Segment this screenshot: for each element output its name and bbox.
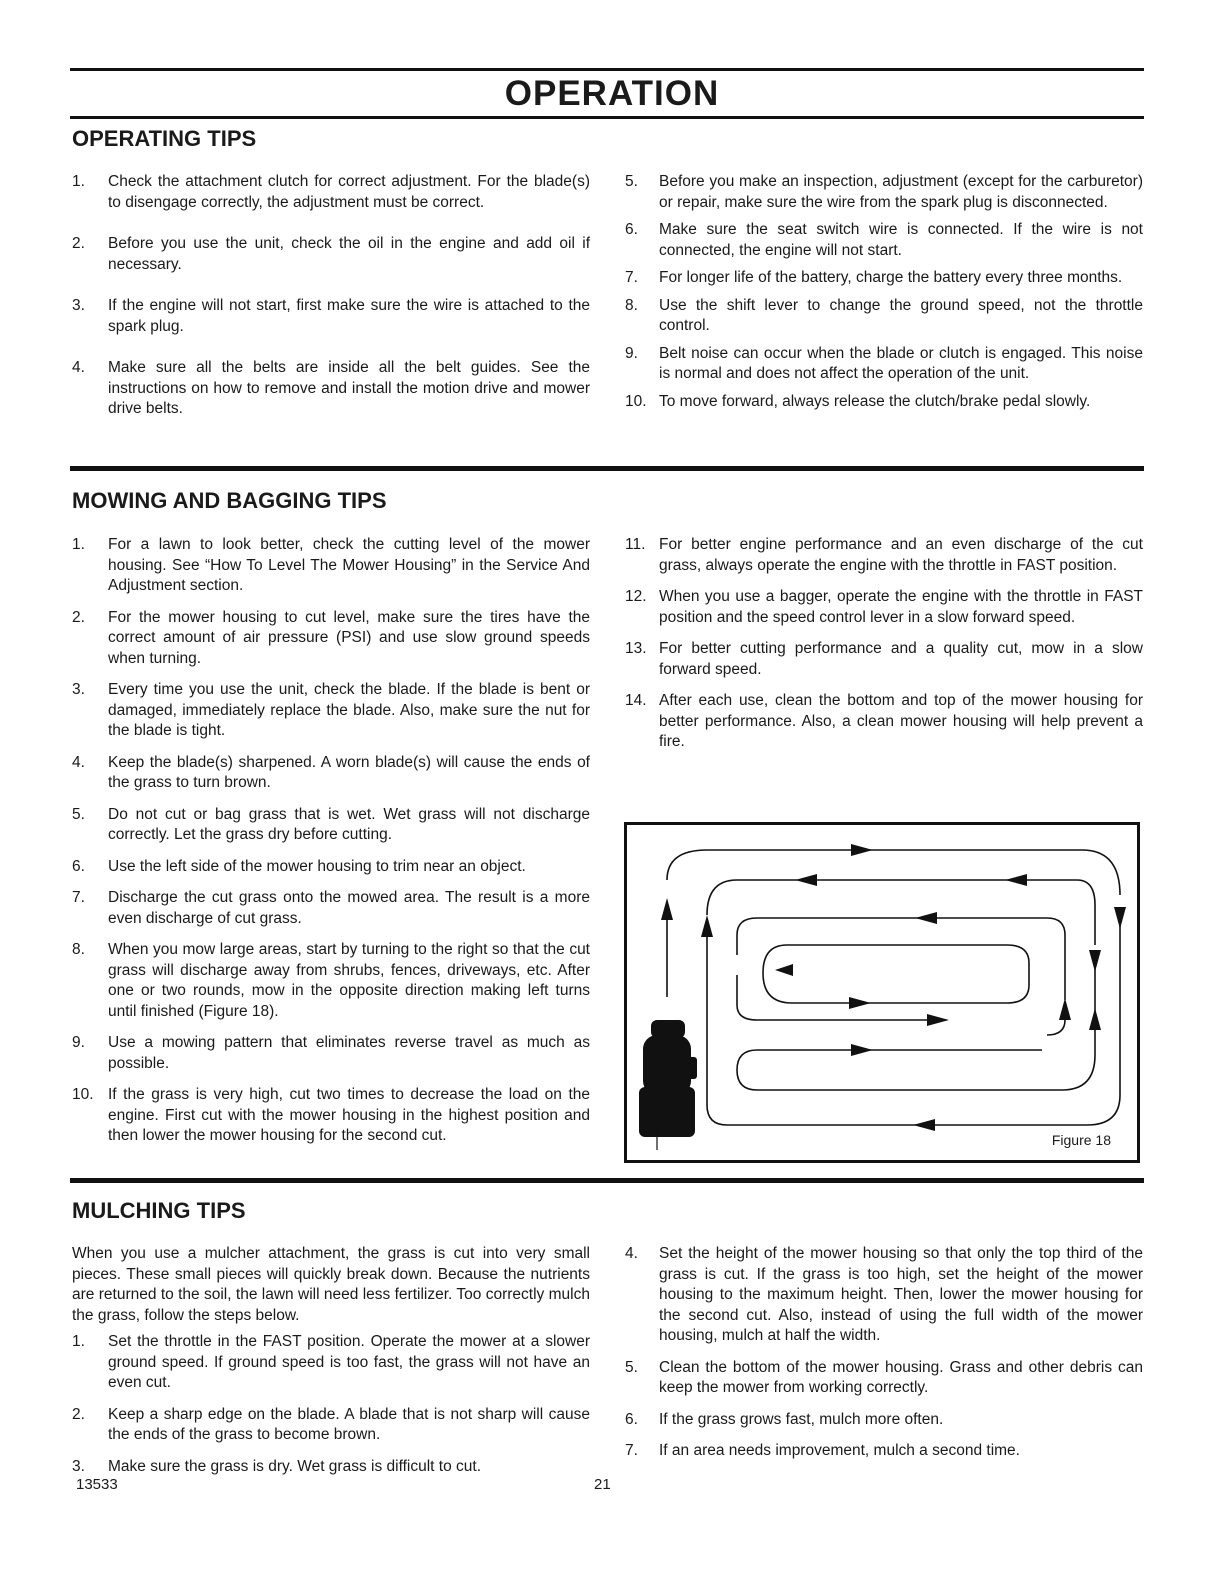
list-item: 3. Every time you use the unit, check the blade. If the blade is bent or damaged, immediately replace the blade. Also, make sure the nut for the blade is tight. [72, 681, 590, 739]
figure-18-mowing-pattern [624, 822, 1140, 1163]
arrow-up-4 [1089, 1008, 1101, 1030]
riding-mower-icon [639, 1020, 697, 1137]
list-item: 13. For better cutting performance and a quality cut, mow in a slow forward speed. [625, 640, 1143, 678]
list-item: 3. If the engine will not start, first make sure the wire is attached to the spark plug. [72, 297, 590, 335]
list-item: 6. Make sure the seat switch wire is connected. If the wire is not connected, the engine will not start. [625, 221, 1143, 259]
list-item: 8. Use the shift lever to change the ground speed, not the throttle control. [625, 296, 1143, 334]
arrow-up-3 [1059, 998, 1071, 1020]
mowing-pattern-diagram [627, 825, 1137, 1160]
list-item: 9. Use a mowing pattern that eliminates reverse travel as much as possible. [72, 1034, 590, 1072]
mowing-tips-left [72, 535, 590, 1147]
list-item: 5. Clean the bottom of the mower housing. Grass and other debris can keep the mower from working correctly. [625, 1358, 1143, 1396]
arrow-down-2 [1089, 950, 1101, 972]
arrow-left-3 [1005, 874, 1027, 886]
list-item: 10. To move forward, always release the clutch/brake pedal slowly. [625, 392, 1091, 410]
list-item: 1. Set the throttle in the FAST position. Operate the mower at a slower ground speed. If ground speed is too fast, the grass will not have an even cut. [72, 1333, 590, 1391]
list-item: 7. For longer life of the battery, charge the battery every three months. [625, 269, 1123, 286]
top-rule [70, 68, 1144, 71]
arrow-right-top [851, 844, 873, 856]
mowing-tips-heading: MOWING AND BAGGING TIPS [72, 488, 387, 513]
section-divider [70, 466, 1144, 471]
arrow-left-4 [915, 912, 937, 924]
arrow-left-bottom [913, 1119, 935, 1131]
list-item: 11. For better engine performance and an even discharge of the cut grass, always operate the engine with the throttle in FAST position. [625, 536, 1143, 574]
list-item: 4. Make sure all the belts are inside all the belt guides. See the instructions on how to remove and install the motion drive and mower drive belts. [72, 359, 590, 417]
mulching-tips-left [72, 1244, 590, 1477]
list-item: 3. Make sure the grass is dry. Wet grass is difficult to cut. [72, 1457, 481, 1475]
arrow-left-2 [795, 874, 817, 886]
mulching-intro: When you use a mulcher attachment, the grass is cut into very small pieces. These small pieces will quickly break down. Because the nutrients are returned to the soil, the lawn will need less fertilizer. Too correctly mulch the grass, follow the steps below. [72, 1245, 590, 1324]
list-item: 5. Do not cut or bag grass that is wet. Wet grass will not discharge correctly. Let the grass dry before cutting. [72, 805, 590, 843]
model-number: 13533 [76, 1476, 118, 1493]
list-item: 4. Keep the blade(s) sharpened. A worn blade(s) will cause the ends of the grass to turn brown. [72, 753, 590, 791]
list-item: 5. Before you make an inspection, adjustment (except for the carburetor) or repair, make sure the wire from the spark plug is disconnected. [625, 173, 1143, 211]
list-item: 14. After each use, clean the bottom and top of the mower housing for better performance. Also, a clean mower housing will help prevent a fire. [625, 692, 1143, 750]
list-item: 12. When you use a bagger, operate the engine with the throttle in FAST position and the speed control lever in a slow forward speed. [625, 588, 1143, 626]
list-item: 10. If the grass is very high, cut two times to decrease the load on the engine. First cut with the mower housing in the highest position and then lower the mower housing for the second cut. [72, 1086, 590, 1144]
arrow-right-inner [849, 997, 871, 1009]
list-item: 2. Keep a sharp edge on the blade. A blade that is not sharp will cause the ends of the grass to become brown. [72, 1405, 590, 1443]
list-item: 6. If the grass grows fast, mulch more often. [625, 1410, 944, 1428]
list-item: 7. If an area needs improvement, mulch a second time. [625, 1442, 1020, 1459]
title-rule [70, 116, 1144, 119]
page-title: OPERATION [504, 74, 720, 113]
list-item: 1. For a lawn to look better, check the cutting level of the mower housing. See “How To Level The Mower Housing” in the Service And Adjustment section. [72, 536, 590, 594]
operating-tips-right [625, 172, 1143, 412]
mowing-tips-right [625, 535, 1143, 753]
operating-tips-heading: OPERATING TIPS [72, 126, 257, 151]
arrow-left-inner [775, 964, 793, 976]
list-item: 2. Before you use the unit, check the oil in the engine and add oil if necessary. [72, 235, 590, 273]
arrow-right-5 [927, 1014, 949, 1026]
arrow-down-right [1114, 907, 1126, 929]
list-item: 4. Set the height of the mower housing so that only the top third of the grass is cut. If the grass is too high, set the height of the mower housing to the maximum height. Then, lower the mower housing for the second cut. Also, instead of using the full width of the mower housing, mulch at half the width. [625, 1245, 1143, 1344]
list-item: 1. Check the attachment clutch for correct adjustment. For the blade(s) to disengage correctly, the adjustment must be correct. [72, 173, 590, 211]
figure-caption: Figure 18 [1051, 1132, 1111, 1148]
list-item: 9. Belt noise can occur when the blade or clutch is engaged. This noise is normal and does not affect the operation of the unit. [625, 344, 1143, 382]
page-number: 21 [594, 1476, 611, 1493]
list-item: 2. For the mower housing to cut level, make sure the tires have the correct amount of air pressure (PSI) and use slow ground speeds when turning. [72, 608, 590, 667]
list-item: 8. When you mow large areas, start by turning to the right so that the cut grass will discharge away from shrubs, fences, driveways, etc. After one or two rounds, mow in the opposite direction making left turns until finished (Figure 18). [72, 941, 590, 1020]
mulching-tips-right [625, 1244, 1143, 1462]
arrow-up-left [661, 898, 673, 920]
arrow-up-2 [701, 915, 713, 937]
outer-path [667, 850, 1120, 895]
operating-tips-left [72, 172, 590, 420]
arrow-right-6 [851, 1044, 873, 1056]
list-item: 6. Use the left side of the mower housing to trim near an object. [72, 857, 526, 875]
section-divider [70, 1178, 1144, 1183]
mulching-tips-heading: MULCHING TIPS [72, 1198, 246, 1223]
list-item: 7. Discharge the cut grass onto the mowed area. The result is a more even discharge of cut grass. [72, 889, 590, 927]
